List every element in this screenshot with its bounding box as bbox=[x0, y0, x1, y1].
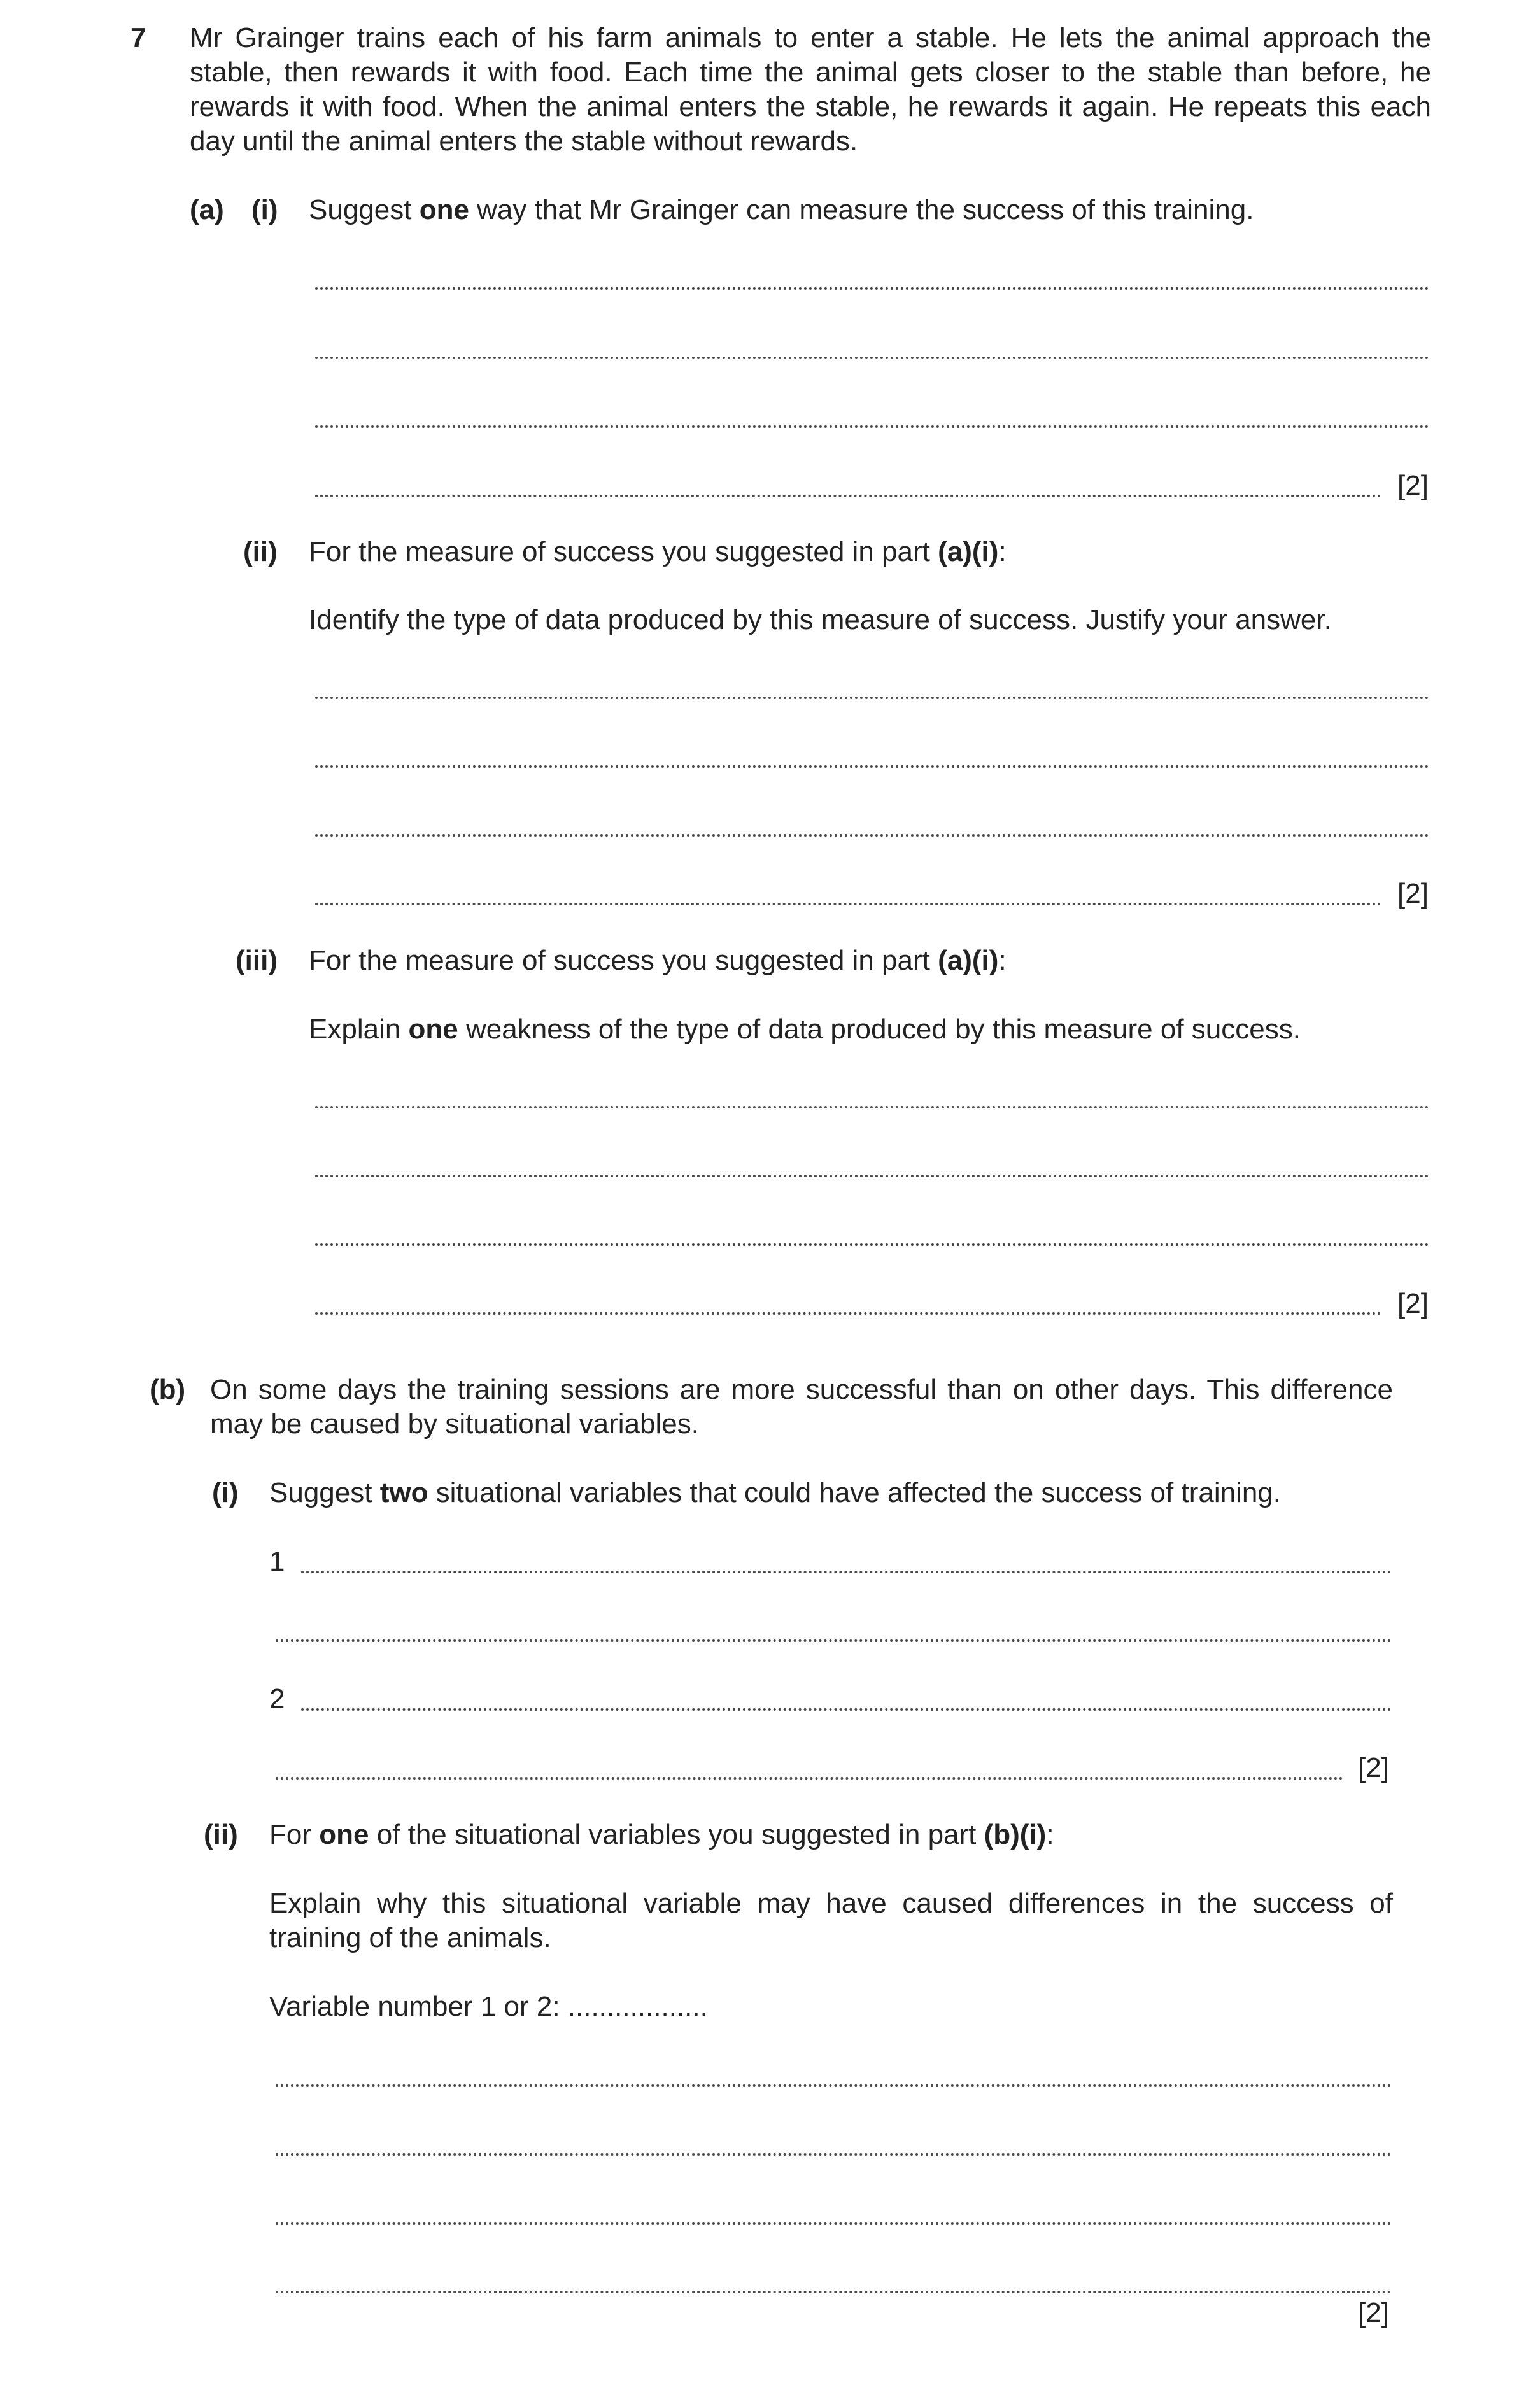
prompt-text: For the measure of success you suggested in part bbox=[309, 945, 938, 976]
prompt-text: : bbox=[998, 945, 1007, 976]
answer-line[interactable] bbox=[315, 1243, 1429, 1246]
question-number: 7 bbox=[131, 22, 146, 53]
answer-line[interactable] bbox=[276, 2084, 1392, 2087]
variable-number-prompt[interactable]: Variable number 1 or 2: .................. bbox=[269, 1991, 708, 2022]
part-a-iii-intro bbox=[309, 944, 1432, 978]
part-a-ii-prompt: Identify the type of data produced by this measure of success. Justify your answer. bbox=[309, 604, 1332, 635]
part-b-i-prompt bbox=[269, 1476, 1393, 1510]
answer-line[interactable] bbox=[276, 2291, 1392, 2293]
part-b-ii-label: (ii) bbox=[204, 1819, 238, 1850]
answer-line[interactable] bbox=[315, 495, 1381, 497]
prompt-text: Suggest bbox=[309, 194, 420, 225]
prompt-text: Explain bbox=[309, 1014, 409, 1045]
marks-label: [2] bbox=[1358, 2297, 1389, 2328]
part-a-i-prompt bbox=[309, 193, 1432, 227]
prompt-text: For the measure of success you suggested in part bbox=[309, 536, 938, 567]
part-a-label: (a) bbox=[190, 194, 224, 225]
answer-line[interactable] bbox=[315, 1312, 1381, 1315]
prompt-text: way that Mr Grainger can measure the success of this training. bbox=[469, 194, 1254, 225]
answer-line[interactable] bbox=[315, 287, 1429, 290]
prompt-text: of the situational variables you suggested in part bbox=[369, 1819, 984, 1850]
prompt-text: Suggest bbox=[269, 1477, 380, 1508]
part-b-i-label: (i) bbox=[212, 1477, 239, 1508]
marks-label: [2] bbox=[1397, 878, 1429, 909]
part-a-ii-label: (ii) bbox=[243, 536, 278, 567]
answer-number-2: 2 bbox=[269, 1683, 285, 1715]
prompt-emphasis: one bbox=[319, 1819, 369, 1850]
answer-line[interactable] bbox=[276, 1639, 1392, 1642]
prompt-text: : bbox=[1046, 1819, 1054, 1850]
answer-line[interactable] bbox=[315, 1175, 1429, 1177]
part-a-iii-label: (iii) bbox=[236, 945, 278, 976]
part-b-stem: On some days the training sessions are more successful than on other days. This difference may be caused by situational variables. bbox=[210, 1374, 1393, 1440]
part-reference: (a)(i) bbox=[938, 945, 999, 976]
answer-line[interactable] bbox=[276, 2222, 1392, 2225]
prompt-text: situational variables that could have affected the success of training. bbox=[428, 1477, 1282, 1508]
part-a-i-label: (i) bbox=[251, 194, 278, 225]
answer-line[interactable] bbox=[315, 1106, 1429, 1108]
answer-line[interactable] bbox=[276, 2153, 1392, 2156]
answer-line[interactable] bbox=[301, 1708, 1392, 1711]
answer-line[interactable] bbox=[301, 1571, 1392, 1573]
prompt-text: : bbox=[998, 536, 1007, 567]
prompt-text: weakness of the type of data produced by this measure of success. bbox=[458, 1014, 1301, 1045]
answer-line[interactable] bbox=[315, 765, 1429, 768]
answer-line[interactable] bbox=[315, 834, 1429, 837]
marks-label: [2] bbox=[1397, 470, 1429, 501]
answer-line[interactable] bbox=[315, 697, 1429, 699]
part-b-ii-prompt: Explain why this situational variable may have caused differences in the success of training of the animals. bbox=[269, 1888, 1393, 1953]
part-b-label: (b) bbox=[150, 1374, 186, 1405]
part-reference: (b)(i) bbox=[984, 1819, 1047, 1850]
part-a-ii-intro bbox=[309, 535, 1432, 569]
question-stem: Mr Grainger trains each of his farm animals to enter a stable. He lets the animal approach the stable, then rewards it with food. Each time the animal gets closer to the stable than before, he rewards it with food. When the animal enters the stable, he rewards it again. He repeats this each day until the animal enters the stable without rewards. bbox=[190, 22, 1431, 157]
prompt-emphasis: two bbox=[379, 1477, 428, 1508]
prompt-emphasis: one bbox=[408, 1014, 458, 1045]
prompt-text: For bbox=[269, 1819, 320, 1850]
marks-label: [2] bbox=[1397, 1288, 1429, 1319]
answer-line[interactable] bbox=[315, 425, 1429, 428]
answer-number-1: 1 bbox=[269, 1546, 285, 1577]
answer-line[interactable] bbox=[315, 903, 1381, 905]
answer-line[interactable] bbox=[276, 1777, 1343, 1780]
part-reference: (a)(i) bbox=[938, 536, 999, 567]
marks-label: [2] bbox=[1358, 1752, 1389, 1783]
part-b-ii-intro bbox=[269, 1818, 1393, 1852]
part-a-iii-prompt bbox=[309, 1012, 1432, 1047]
prompt-emphasis: one bbox=[419, 194, 469, 225]
answer-line[interactable] bbox=[315, 357, 1429, 359]
